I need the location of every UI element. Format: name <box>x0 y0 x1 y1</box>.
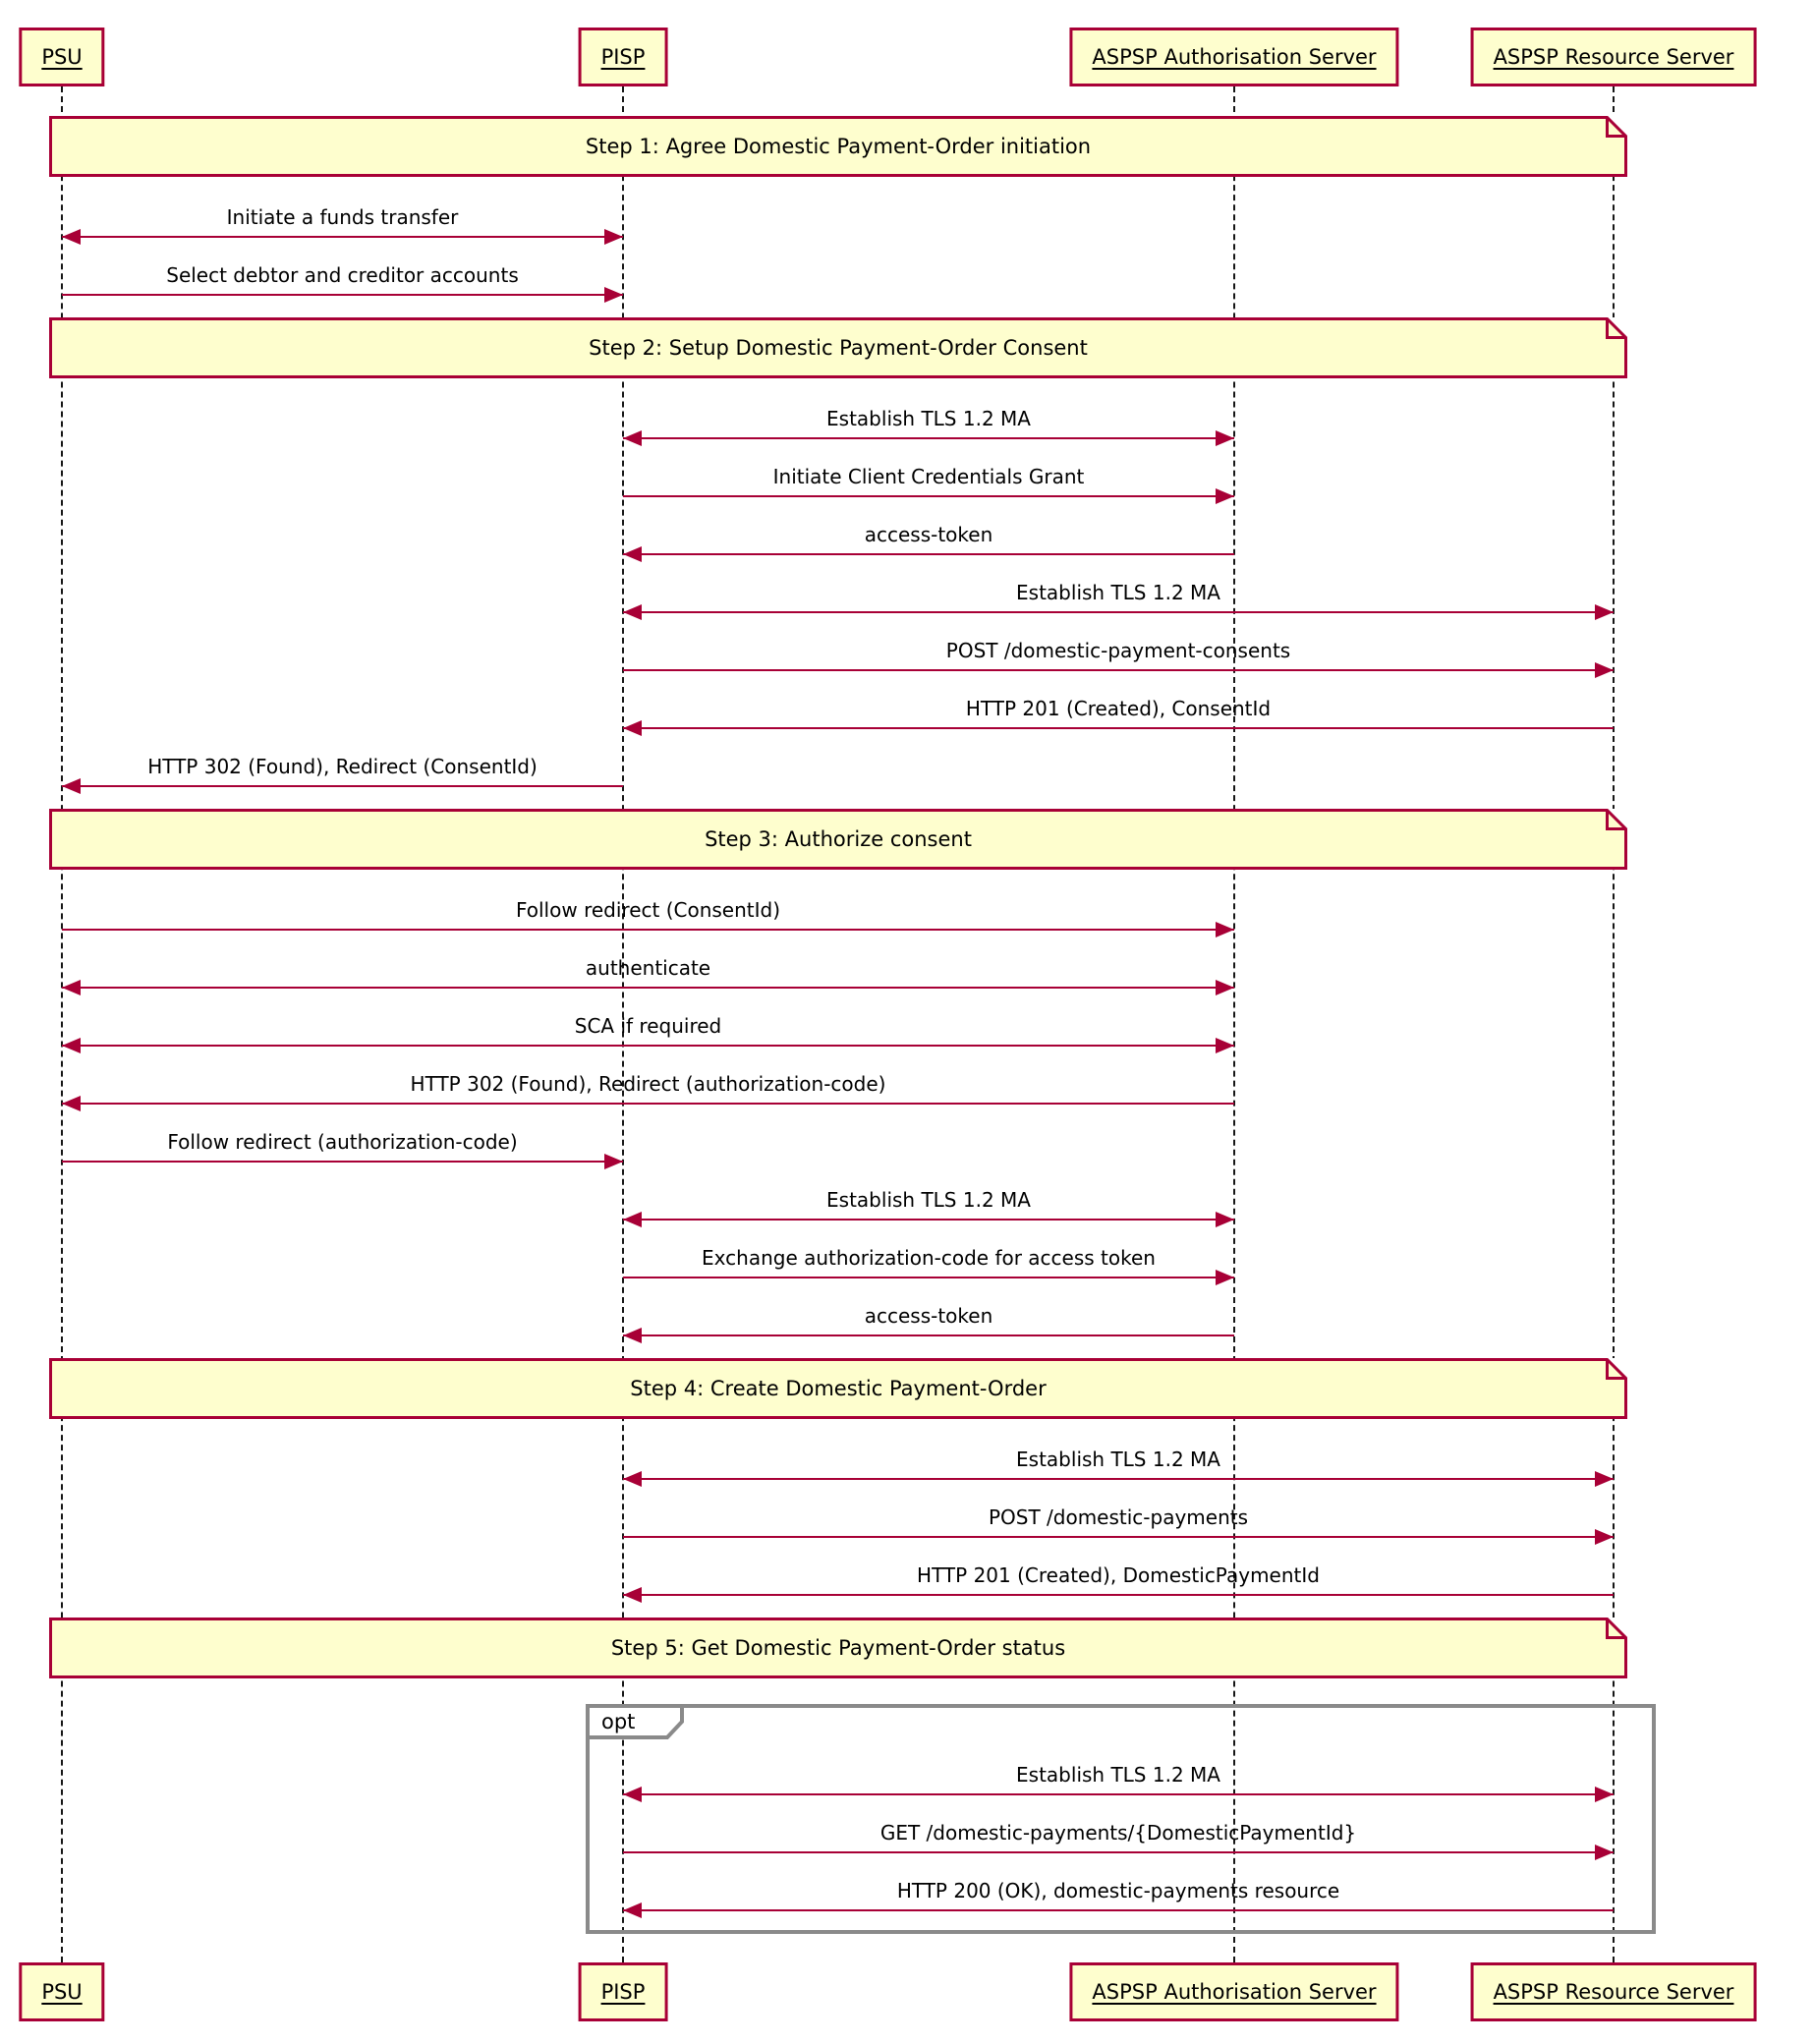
message-line <box>62 236 623 238</box>
arrowhead-right-icon <box>1216 430 1234 446</box>
step-note <box>49 809 1627 870</box>
message-line <box>623 1478 1614 1480</box>
message-label: HTTP 200 (OK), domestic-payments resource <box>896 1879 1340 1902</box>
participant-psu-top <box>19 28 104 86</box>
message-label: Select debtor and creditor accounts <box>166 263 519 287</box>
arrowhead-left-icon <box>623 604 642 620</box>
message-line <box>623 1536 1614 1538</box>
message-line <box>623 437 1234 439</box>
message-line <box>62 1161 623 1163</box>
step-note <box>49 1358 1627 1419</box>
step-note-label: Step 1: Agree Domestic Payment-Order initiation <box>585 135 1092 158</box>
participant-resource-top <box>1471 28 1757 86</box>
message-line <box>623 553 1234 555</box>
message-label: Initiate a funds transfer <box>226 205 459 229</box>
note-fold-corner-icon <box>1606 809 1627 830</box>
participant-psu-bottom <box>19 1962 104 2021</box>
message-line <box>62 929 1234 931</box>
message-label: Follow redirect (ConsentId) <box>515 898 781 922</box>
arrowhead-right-icon <box>1216 488 1234 504</box>
arrowhead-left-icon <box>623 720 642 736</box>
arrowhead-left-icon <box>62 229 81 245</box>
message-line <box>623 1594 1614 1596</box>
participant-auth-bottom <box>1069 1962 1398 2021</box>
message-line <box>62 1103 1234 1105</box>
arrowhead-left-icon <box>62 1038 81 1053</box>
note-fold-corner-icon <box>1606 1358 1627 1380</box>
message-label: HTTP 302 (Found), Redirect (ConsentId) <box>147 755 538 778</box>
participant-label: PSU <box>41 45 83 69</box>
message-label: Exchange authorization-code for access token <box>702 1246 1156 1270</box>
message-label: HTTP 302 (Found), Redirect (authorization-code) <box>410 1072 886 1096</box>
message-line <box>62 294 623 296</box>
message-line <box>623 1219 1234 1221</box>
message-label: access-token <box>864 1304 993 1328</box>
arrowhead-left-icon <box>623 1328 642 1343</box>
message-line <box>62 1045 1234 1047</box>
message-label: Establish TLS 1.2 MA <box>826 1188 1031 1212</box>
message-label: SCA if required <box>574 1014 722 1038</box>
arrowhead-right-icon <box>1595 1471 1614 1487</box>
message-label: authenticate <box>585 956 711 980</box>
note-fold-corner-icon <box>1606 1618 1627 1639</box>
arrowhead-right-icon <box>1595 662 1614 678</box>
arrowhead-right-icon <box>1595 1529 1614 1545</box>
arrowhead-left-icon <box>623 1471 642 1487</box>
arrowhead-left-icon <box>62 1096 81 1111</box>
participant-label: ASPSP Authorisation Server <box>1092 1980 1377 2004</box>
participant-label: ASPSP Authorisation Server <box>1092 45 1377 69</box>
arrowhead-right-icon <box>1216 1038 1234 1053</box>
arrowhead-left-icon <box>62 778 81 794</box>
arrowhead-right-icon <box>1216 922 1234 937</box>
arrowhead-right-icon <box>604 287 623 303</box>
message-line <box>62 987 1234 989</box>
message-line <box>623 611 1614 613</box>
participant-label: PISP <box>600 1980 646 2004</box>
message-line <box>623 495 1234 497</box>
participant-label: ASPSP Resource Server <box>1493 1980 1734 2004</box>
message-label: Initiate Client Credentials Grant <box>772 465 1085 488</box>
arrowhead-right-icon <box>604 229 623 245</box>
step-note <box>49 1618 1627 1678</box>
arrowhead-left-icon <box>62 980 81 995</box>
step-note <box>49 116 1627 177</box>
arrowhead-right-icon <box>1216 1212 1234 1227</box>
arrowhead-left-icon <box>623 1212 642 1227</box>
step-note-label: Step 4: Create Domestic Payment-Order <box>630 1377 1047 1400</box>
arrowhead-left-icon <box>623 546 642 562</box>
step-note-label: Step 3: Authorize consent <box>705 827 972 851</box>
participant-label: ASPSP Resource Server <box>1493 45 1734 69</box>
step-note <box>49 317 1627 378</box>
message-label: Establish TLS 1.2 MA <box>1016 1763 1220 1787</box>
message-line <box>623 727 1614 729</box>
message-label: Follow redirect (authorization-code) <box>167 1130 518 1154</box>
step-note-label: Step 5: Get Domestic Payment-Order status <box>610 1636 1066 1660</box>
message-label: Establish TLS 1.2 MA <box>1016 581 1220 604</box>
message-label: HTTP 201 (Created), ConsentId <box>965 697 1272 720</box>
message-line <box>623 1334 1234 1336</box>
arrowhead-right-icon <box>604 1154 623 1169</box>
opt-fragment-label: opt <box>601 1710 636 1733</box>
arrowhead-right-icon <box>1595 604 1614 620</box>
note-fold-corner-icon <box>1606 116 1627 138</box>
message-line <box>623 1277 1234 1278</box>
participant-label: PSU <box>41 1980 83 2004</box>
message-label: access-token <box>864 523 993 546</box>
opt-fragment-frame <box>586 1704 1656 1934</box>
message-label: HTTP 201 (Created), DomesticPaymentId <box>917 1563 1320 1587</box>
arrowhead-right-icon <box>1216 980 1234 995</box>
participant-pisp-top <box>579 28 668 86</box>
participant-label: PISP <box>600 45 646 69</box>
message-label: GET /domestic-payments/{DomesticPaymentId} <box>879 1821 1357 1845</box>
message-line <box>623 669 1614 671</box>
arrowhead-left-icon <box>623 1587 642 1603</box>
participant-pisp-bottom <box>579 1962 668 2021</box>
message-label: Establish TLS 1.2 MA <box>1016 1448 1220 1471</box>
message-label: Establish TLS 1.2 MA <box>826 407 1031 430</box>
note-fold-corner-icon <box>1606 317 1627 339</box>
arrowhead-right-icon <box>1216 1270 1234 1285</box>
participant-auth-top <box>1069 28 1398 86</box>
message-label: POST /domestic-payments <box>988 1505 1249 1529</box>
step-note-label: Step 2: Setup Domestic Payment-Order Consent <box>589 336 1088 360</box>
participant-resource-bottom <box>1471 1962 1757 2021</box>
message-line <box>62 785 623 787</box>
arrowhead-left-icon <box>623 430 642 446</box>
message-label: POST /domestic-payment-consents <box>945 639 1291 662</box>
